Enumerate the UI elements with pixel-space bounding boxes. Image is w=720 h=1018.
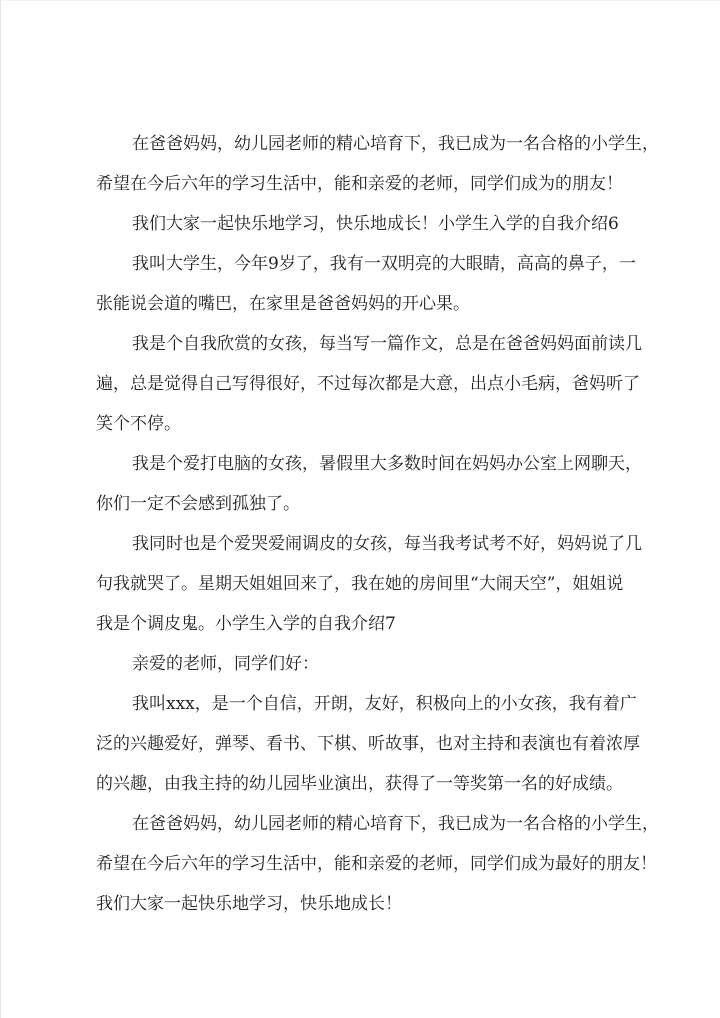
- paragraph: [96, 204, 636, 244]
- paragraph: [96, 644, 636, 684]
- paragraph: [96, 444, 642, 524]
- paragraph: [96, 804, 659, 924]
- text-line: 的兴趣，由我主持的幼儿园毕业演出，获得了一等奖第一名的好成绩。: [96, 774, 623, 794]
- text-line: 我叫大学生，今年9岁了，我有一双明亮的大眼睛，高高的鼻子，一: [132, 254, 636, 274]
- paragraph: [96, 124, 659, 204]
- text-line: 张能说会道的嘴巴，在家里是爸爸妈妈的开心果。: [96, 294, 470, 314]
- text-line: 泛的兴趣爱好，弹琴、看书、下棋、听故事，也对主持和表演也有着浓厚: [96, 734, 640, 754]
- paragraph: [96, 324, 642, 444]
- text-line: 在爸爸妈妈，幼儿园老师的精心培育下，我已成为一名合格的小学生，: [132, 134, 659, 154]
- text-line: 遍，总是觉得自己写得很好，不过每次都是大意，出点小毛病，爸妈听了: [96, 374, 640, 394]
- paragraph: [96, 684, 640, 804]
- paragraph: [96, 244, 636, 324]
- text-line: 我是个爱打电脑的女孩，暑假里大多数时间在妈妈办公室上网聊天，: [132, 454, 642, 474]
- text-line: 我同时也是个爱哭爱闹调皮的女孩，每当我考试考不好，妈妈说了几: [132, 534, 642, 554]
- text-line: 希望在今后六年的学习生活中，能和亲爱的老师，同学们成为最好的朋友！: [96, 854, 657, 874]
- text-line: 你们一定不会感到孤独了。: [96, 494, 300, 514]
- text-line: 希望在今后六年的学习生活中，能和亲爱的老师，同学们成为的朋友！: [96, 174, 623, 194]
- paragraph: [96, 524, 642, 644]
- text-line: 我们大家一起快乐地学习，快乐地成长！小学生入学的自我介绍6: [132, 214, 619, 234]
- text-line: 我叫xxx，是一个自信，开朗，友好，积极向上的小女孩，我有着广: [132, 694, 637, 714]
- text-line: 我是个调皮鬼。小学生入学的自我介绍7: [96, 614, 396, 634]
- document-body: [96, 124, 659, 924]
- text-line: 句我就哭了。星期天姐姐回来了，我在她的房间里“大闹天空”，姐姐说: [96, 574, 624, 594]
- text-line: 我是个自我欣赏的女孩，每当写一篇作文，总是在爸爸妈妈面前读几: [132, 334, 642, 354]
- text-line: 我们大家一起快乐地学习，快乐地成长！: [96, 894, 402, 914]
- text-line: 在爸爸妈妈，幼儿园老师的精心培育下，我已成为一名合格的小学生，: [132, 814, 659, 834]
- text-line: 亲爱的老师，同学们好：: [132, 654, 319, 674]
- text-line: 笑个不停。: [96, 414, 181, 434]
